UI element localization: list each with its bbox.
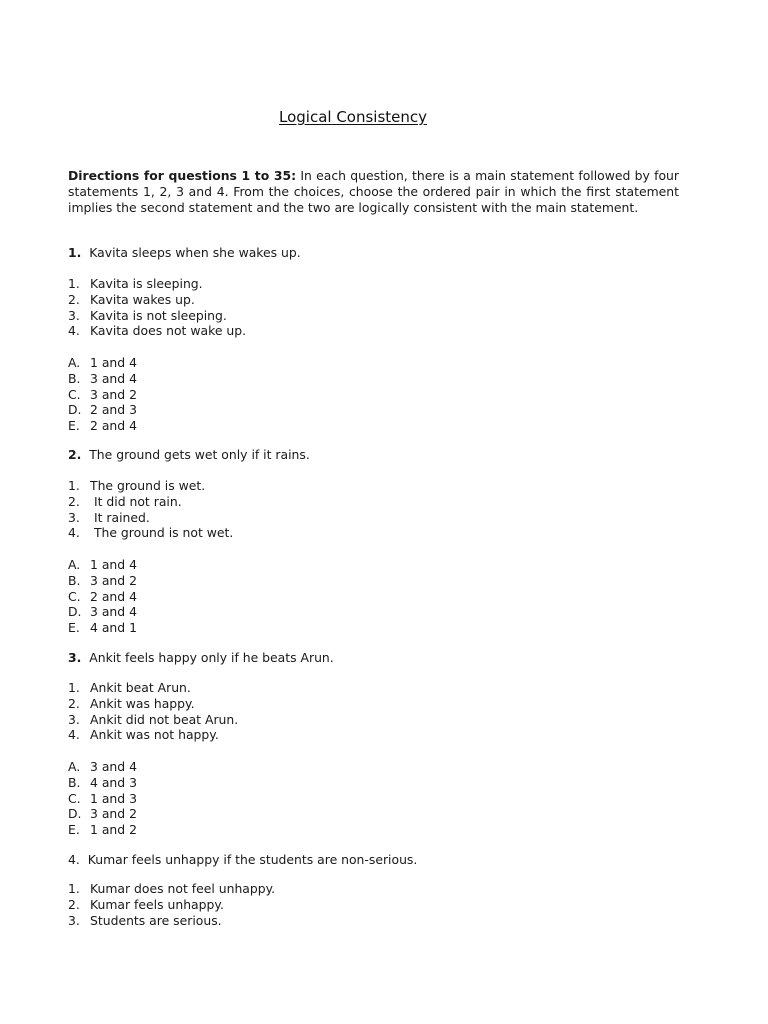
choice-text: 3 and 2 [90, 386, 137, 402]
statement-marker: 2. [68, 493, 80, 509]
choice-marker: E. [68, 822, 80, 838]
question-number: 2. [68, 447, 82, 462]
statement-text: Kavita is sleeping. [90, 276, 203, 291]
statement-marker: 4. [68, 525, 80, 541]
statement-text: Ankit was happy. [90, 695, 195, 711]
choice-marker: E. [68, 620, 80, 636]
choice-item [68, 573, 688, 589]
statement-marker: 2. [68, 291, 80, 307]
statement-item [68, 323, 688, 339]
question-2 [68, 447, 310, 463]
question-4 [68, 852, 417, 868]
statement-text: Ankit did not beat Arun. [90, 711, 239, 727]
directions-paragraph [68, 168, 679, 216]
question-text: Kavita sleeps when she wakes up. [89, 245, 301, 260]
statement-text: Kavita is not sleeping. [90, 307, 227, 323]
statement-marker: 3. [68, 307, 80, 323]
statement-item [68, 525, 688, 541]
statement-text: Kavita wakes up. [90, 291, 195, 307]
choice-text: 2 and 4 [90, 418, 137, 434]
choice-text: 3 and 2 [90, 572, 137, 588]
statement-marker: 1. [68, 881, 80, 896]
statement-marker: 1. [68, 478, 80, 493]
statement-item [68, 913, 688, 929]
statement-text: The ground is wet. [90, 478, 206, 493]
question-number: 3. [68, 650, 82, 665]
choice-item [68, 371, 688, 387]
statement-text: Students are serious. [90, 912, 222, 928]
choice-marker: A. [68, 557, 81, 572]
choice-marker: C. [68, 790, 81, 806]
choice-marker: E. [68, 418, 80, 434]
statement-item [68, 680, 688, 696]
question-2-statements [68, 478, 688, 541]
choice-text: 2 and 4 [90, 588, 137, 604]
statement-text: Kumar does not feel unhappy. [90, 881, 276, 896]
choice-marker: B. [68, 370, 81, 386]
statement-text: The ground is not wet. [90, 525, 234, 541]
choice-marker: B. [68, 572, 81, 588]
choice-item [68, 620, 688, 636]
question-3 [68, 650, 334, 666]
statement-text: Ankit beat Arun. [90, 680, 191, 695]
choice-item [68, 557, 688, 573]
statement-marker: 3. [68, 509, 80, 525]
choice-item [68, 806, 688, 822]
choice-text: 4 and 3 [90, 774, 137, 790]
statement-text: Ankit was not happy. [90, 727, 219, 743]
statement-item [68, 712, 688, 728]
choice-marker: D. [68, 402, 82, 418]
statement-item [68, 308, 688, 324]
statement-item [68, 727, 688, 743]
statement-marker: 4. [68, 323, 80, 339]
statement-marker: 3. [68, 912, 80, 928]
choice-text: 1 and 4 [90, 557, 137, 572]
question-4-statements [68, 881, 688, 928]
question-3-statements [68, 680, 688, 743]
statement-marker: 1. [68, 276, 80, 291]
choice-item [68, 402, 688, 418]
page-title: Logical Consistency [278, 108, 428, 126]
choice-text: 1 and 3 [90, 790, 137, 806]
statement-item [68, 881, 688, 897]
choice-text: 2 and 3 [90, 402, 137, 418]
statement-marker: 2. [68, 695, 80, 711]
question-1 [68, 245, 301, 261]
choice-text: 3 and 4 [90, 759, 137, 774]
choice-text: 3 and 4 [90, 604, 137, 620]
statement-marker: 1. [68, 680, 80, 695]
choice-marker: B. [68, 774, 81, 790]
statement-marker: 4. [68, 727, 80, 743]
choice-item [68, 791, 688, 807]
directions-lead: Directions for questions 1 to 35: [68, 168, 297, 183]
choice-text: 4 and 1 [90, 620, 137, 636]
statement-text: It rained. [90, 509, 150, 525]
choice-marker: A. [68, 759, 81, 774]
choice-item [68, 759, 688, 775]
statement-item [68, 478, 688, 494]
statement-item [68, 292, 688, 308]
choice-text: 1 and 2 [90, 822, 137, 838]
question-1-statements [68, 276, 688, 339]
statement-item [68, 510, 688, 526]
question-text: Ankit feels happy only if he beats Arun. [89, 650, 334, 665]
choice-item [68, 604, 688, 620]
statement-marker: 3. [68, 711, 80, 727]
choice-item [68, 387, 688, 403]
question-3-choices [68, 759, 688, 838]
statement-item [68, 897, 688, 913]
choice-text: 3 and 2 [90, 806, 137, 822]
statement-marker: 2. [68, 896, 80, 912]
choice-text: 3 and 4 [90, 370, 137, 386]
statement-text: It did not rain. [90, 493, 182, 509]
directions-text: In each question, there is a main statement followed by four statements 1, 2, 3 and 4. From the choices, choose the ordered pair in which the first statement implies the second statement and the two are logically consistent with the main statement. [68, 168, 679, 215]
question-2-choices [68, 557, 688, 636]
choice-item [68, 418, 688, 434]
choice-item [68, 589, 688, 605]
question-text: Kumar feels unhappy if the students are non-serious. [87, 852, 418, 867]
choice-text: 1 and 4 [90, 355, 137, 370]
choice-item [68, 822, 688, 838]
choice-marker: D. [68, 806, 82, 822]
choice-marker: C. [68, 588, 81, 604]
choice-marker: D. [68, 604, 82, 620]
choice-marker: C. [68, 386, 81, 402]
choice-item [68, 775, 688, 791]
question-number: 4. [68, 852, 80, 867]
choice-marker: A. [68, 355, 81, 370]
choice-item [68, 355, 688, 371]
statement-item [68, 696, 688, 712]
statement-text: Kavita does not wake up. [90, 323, 247, 339]
statement-item [68, 276, 688, 292]
question-number: 1. [68, 245, 82, 260]
statement-item [68, 494, 688, 510]
statement-text: Kumar feels unhappy. [90, 896, 224, 912]
question-text: The ground gets wet only if it rains. [89, 447, 310, 462]
question-1-choices [68, 355, 688, 434]
